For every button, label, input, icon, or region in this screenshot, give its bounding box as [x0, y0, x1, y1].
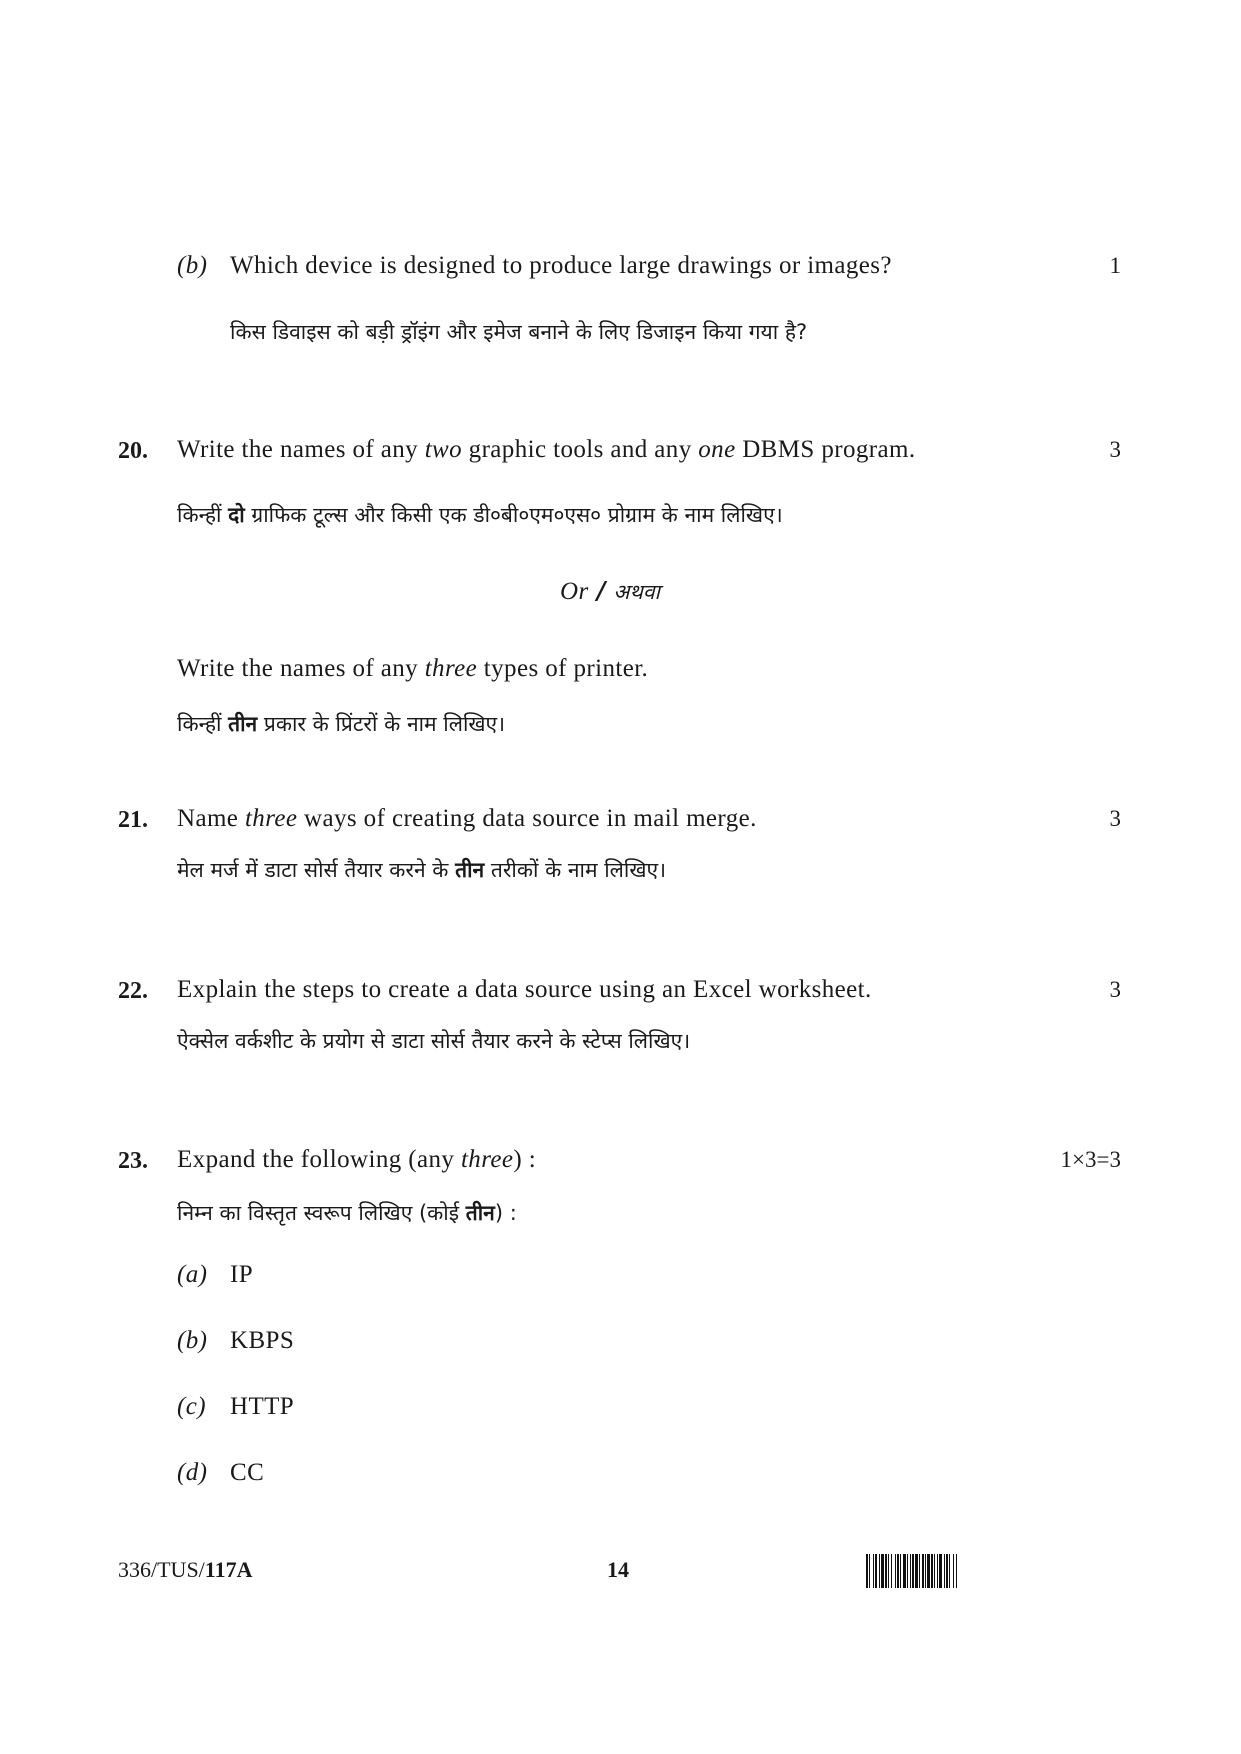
q23-text-hi: निम्न का विस्तृत स्वरूप लिखिए (कोई तीन) :	[177, 1201, 517, 1225]
q23-item-c: (c)	[177, 1393, 206, 1420]
q22-marks: 3	[1109, 977, 1121, 1002]
q19b-label: (b)	[177, 252, 208, 279]
q23-marks: 1×3=3	[1060, 1147, 1121, 1172]
q23-item-d: (d)	[177, 1459, 208, 1486]
page-number: 14	[607, 1557, 629, 1582]
barcode-bar	[957, 1554, 958, 1588]
q23-item-a-text: IP	[230, 1261, 254, 1288]
q20-text-hi: किन्हीं दो ग्राफिक टूल्स और किसी एक डी०बी०एम०एस० प्रोग्राम के नाम लिखिए।	[177, 503, 783, 527]
q19b-text-hi: किस डिवाइस को बड़ी ड्रॉइंग और इमेज बनाने के लिए डिजाइन किया गया है?	[230, 320, 808, 344]
q20-number: 20.	[118, 438, 148, 464]
q23-item-a: (a)	[177, 1261, 208, 1288]
q23-item-b: (b)	[177, 1327, 208, 1354]
q22-text-hi: ऐक्सेल वर्कशीट के प्रयोग से डाटा सोर्स तैयार करने के स्टेप्स लिखिए।	[177, 1029, 691, 1053]
q20-marks: 3	[1109, 437, 1121, 462]
q23-number: 23.	[118, 1148, 148, 1174]
q20-text-en: Write the names of any two graphic tools and any one DBMS program.	[177, 436, 916, 463]
q20-alt-text-en: Write the names of any three types of printer.	[177, 655, 649, 682]
q22-number: 22.	[118, 978, 148, 1004]
q21-text-hi: मेल मर्ज में डाटा सोर्स तैयार करने के तीन तरीकों के नाम लिखिए।	[177, 858, 667, 882]
barcode	[866, 1554, 1124, 1588]
paper-code: 336/TUS/117A	[118, 1557, 253, 1582]
q19b-marks: 1	[1109, 253, 1121, 278]
q23-item-c-text: HTTP	[230, 1393, 295, 1420]
q23-item-d-text: CC	[230, 1459, 265, 1486]
or-divider: Or / अथवा	[560, 576, 660, 605]
q22-text-en: Explain the steps to create a data source using an Excel worksheet.	[177, 976, 872, 1003]
q20-alt-text-hi: किन्हीं तीन प्रकार के प्रिंटरों के नाम लिखिए।	[177, 712, 506, 736]
q23-text-en: Expand the following (any three) :	[177, 1146, 537, 1173]
q21-text-en: Name three ways of creating data source in mail merge.	[177, 805, 757, 832]
q21-number: 21.	[118, 807, 148, 833]
q23-item-b-text: KBPS	[230, 1327, 295, 1354]
q21-marks: 3	[1109, 806, 1121, 831]
q19b-text-en: Which device is designed to produce large drawings or images?	[230, 252, 892, 279]
